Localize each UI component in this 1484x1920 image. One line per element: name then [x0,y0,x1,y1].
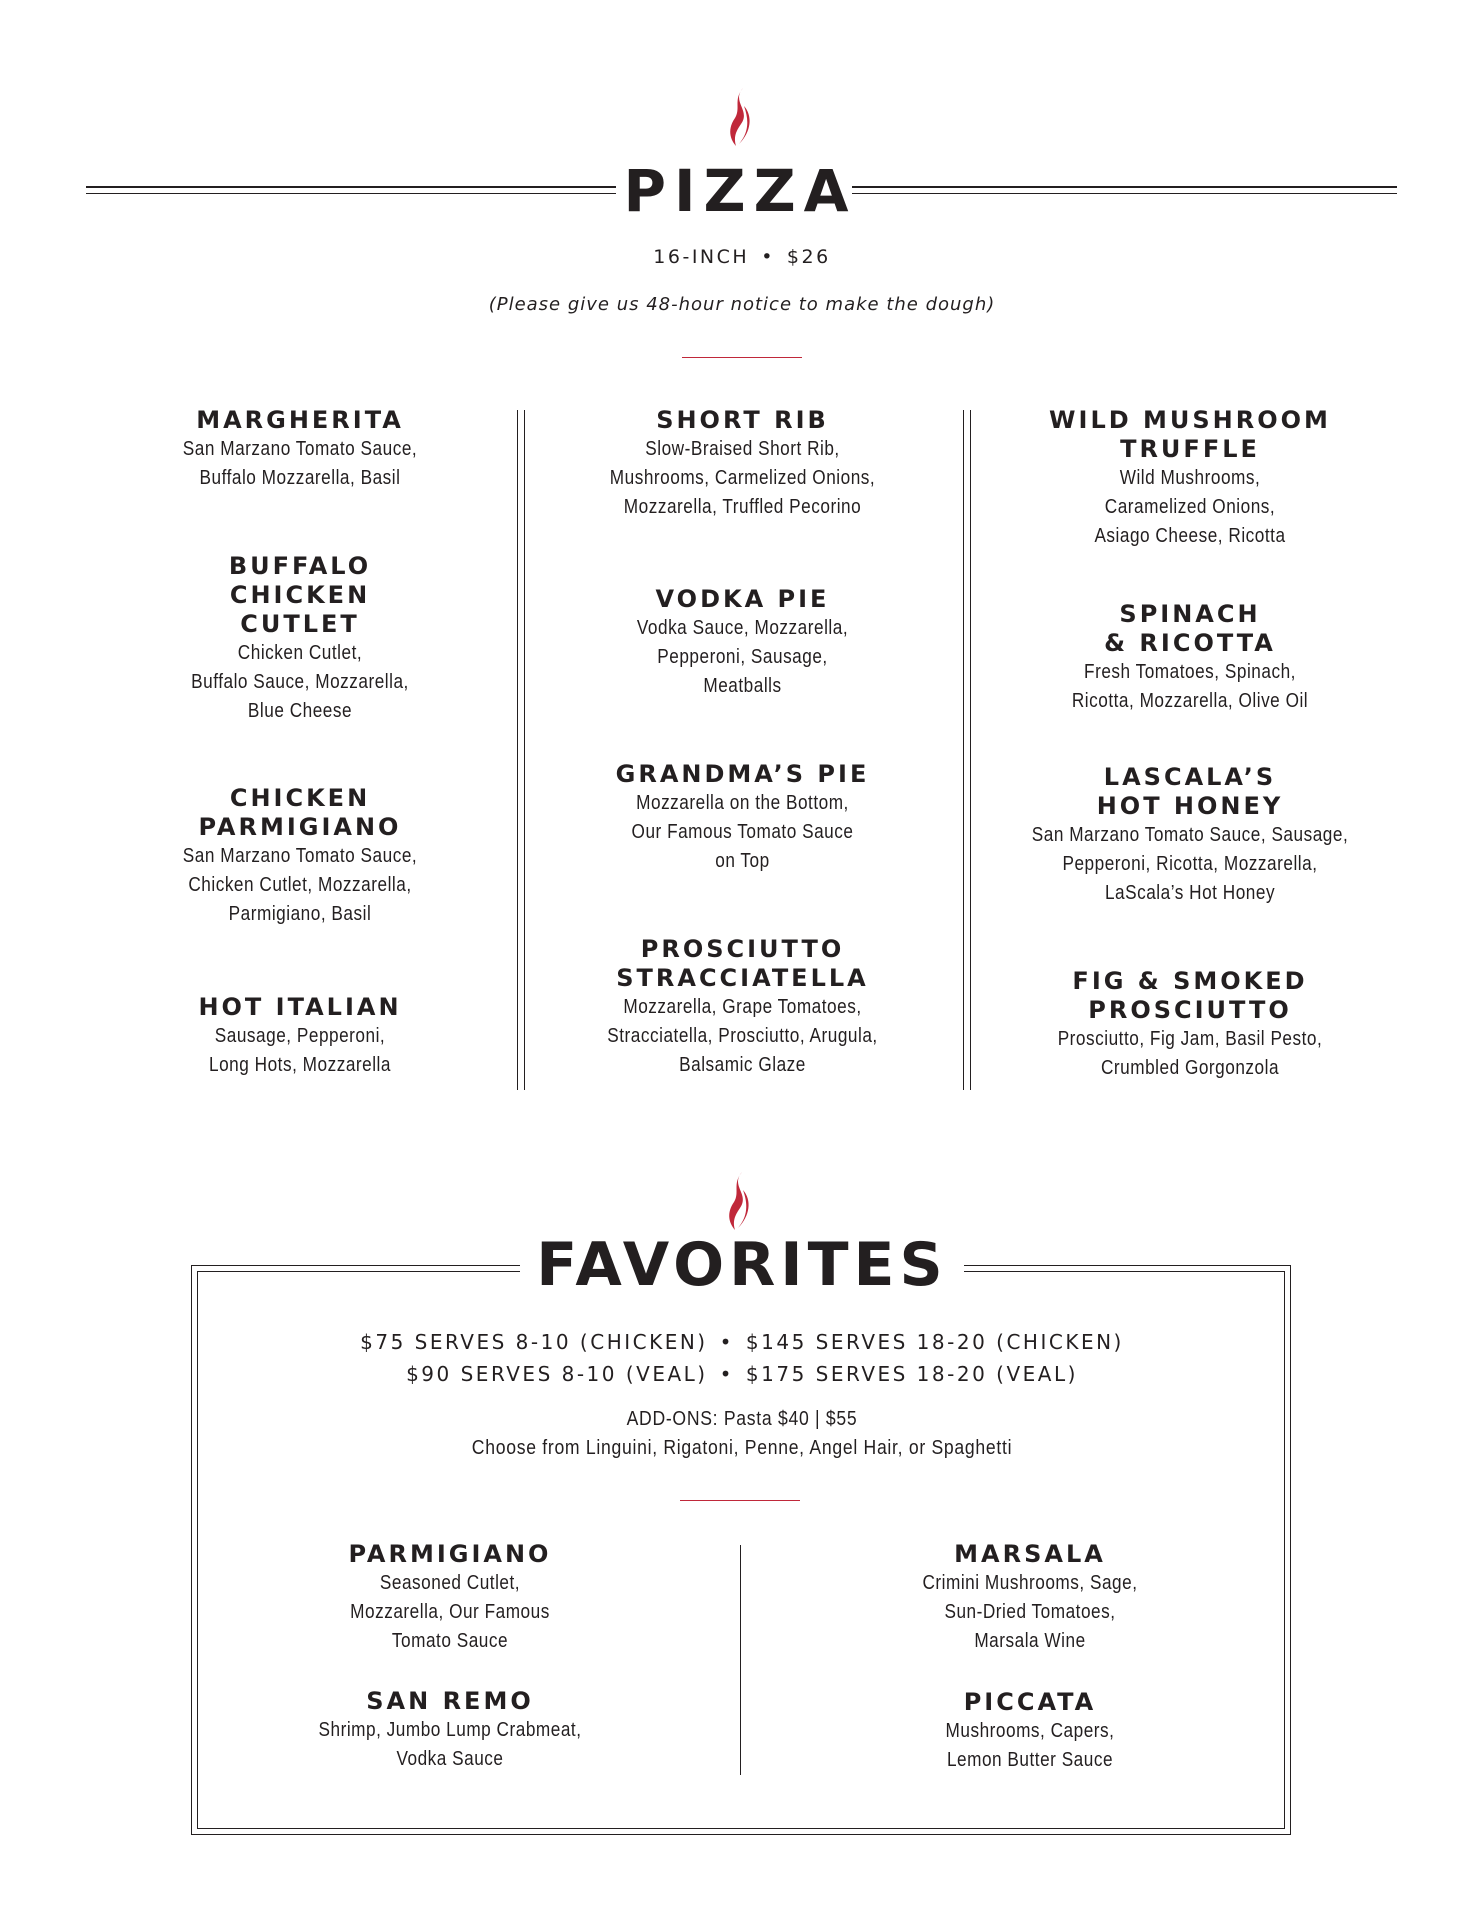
pizza-rule-right-top [852,186,1397,188]
favorites-addons: ADD-ONS: Pasta $40 | $55 [626,1408,858,1430]
favorites-serves-line-2 [0,1362,1484,1386]
pizza-item-desc: Slow-Braised Short Rib, Mushrooms, Carmelized Onions, Mozzarella, Truffled Pecorino [609,438,876,518]
pizza-column-1-item-3 [130,784,470,929]
pizza-size-price [0,246,1484,268]
pizza-rule-left-top [86,186,616,188]
pizza-divider-2b [970,410,971,1090]
pizza-item [130,406,470,493]
pizza-column-2-item-1 [545,406,940,522]
favorites-item-desc: Crimini Mushrooms, Sage, Sun-Dried Tomatoes, Marsala Wine [922,1572,1138,1652]
pizza-divider-1a [517,410,518,1090]
favorites-title: FAVORITES [536,1230,948,1300]
pizza-item-desc: Mozzarella, Grape Tomatoes, Stracciatella, Prosciutto, Arugula, Balsamic Glaze [607,996,878,1076]
pizza-price: $26 [786,246,831,268]
serves-chicken-small: $75 SERVES 8-10 (CHICKEN) [360,1330,708,1354]
pizza-item-name: PROSCIUTTO STRACCIATELLA [616,935,869,992]
pizza-divider-1b [524,410,525,1090]
pizza-item-desc: San Marzano Tomato Sauce, Buffalo Mozzarella, Basil [182,438,418,489]
pizza-item-name: WILD MUSHROOM TRUFFLE [1049,406,1331,463]
pizza-item-desc: Wild Mushrooms, Caramelized Onions, Asiago Cheese, Ricotta [1094,467,1286,547]
pizza-column-2-item-3 [545,760,940,876]
favorites-right-item-2 [850,1688,1210,1775]
favorites-serves-line-1 [0,1330,1484,1354]
pizza-column-3-item-1 [995,406,1385,551]
pizza-title: PIZZA [623,157,857,225]
separator-dot: • [761,246,775,268]
pizza-notice: (Please give us 48-hour notice to make the dough) [488,294,996,315]
pizza-column-1-item-2 [130,552,470,726]
pizza-column-2-item-4 [545,935,940,1080]
favorites-divider [740,1545,741,1775]
favorites-item-desc: Mushrooms, Capers, Lemon Butter Sauce [945,1720,1115,1771]
favorites-red-divider [680,1500,800,1501]
favorites-item-name: MARSALA [954,1540,1106,1568]
favorites-pasta-choices: Choose from Linguini, Rigatoni, Penne, Angel Hair, or Spaghetti [471,1437,1013,1459]
pizza-item-name: VODKA PIE [655,585,830,613]
separator-dot: • [719,1362,734,1386]
pizza-rule-right-bottom [852,193,1397,194]
flame-icon [726,1170,756,1232]
favorites-left-item-1 [270,1540,630,1656]
pizza-column-3-item-4 [995,967,1385,1083]
pizza-item-name: SHORT RIB [656,406,829,434]
favorites-left-item-2 [270,1687,630,1774]
favorites-item-name: PICCATA [963,1688,1097,1716]
pizza-rule-left-bottom [86,193,616,194]
favorites-right-item-1 [850,1540,1210,1656]
pizza-column-1 [130,406,470,493]
separator-dot: • [719,1330,734,1354]
pizza-column-2-item-2 [545,585,940,701]
pizza-item-name: MARGHERITA [196,406,404,434]
pizza-column-1-item-4 [130,993,470,1080]
pizza-item-name: HOT ITALIAN [198,993,402,1021]
pizza-item-desc: Prosciutto, Fig Jam, Basil Pesto, Crumbled Gorgonzola [1057,1028,1323,1079]
pizza-item-name: SPINACH & RICOTTA [1104,600,1276,657]
flame-icon [727,86,757,148]
pizza-column-3-item-2 [995,600,1385,716]
pizza-item-desc: Sausage, Pepperoni, Long Hots, Mozzarella [209,1025,391,1076]
pizza-size: 16-INCH [653,246,750,268]
pizza-item-desc: Fresh Tomatoes, Spinach, Ricotta, Mozzarella, Olive Oil [1071,661,1309,712]
pizza-item-desc: Mozzarella on the Bottom, Our Famous Tomato Sauce on Top [631,792,854,872]
pizza-item-name: FIG & SMOKED PROSCIUTTO [1072,967,1308,1024]
pizza-red-divider [682,357,802,358]
serves-veal-large: $175 SERVES 18-20 (VEAL) [745,1362,1078,1386]
serves-veal-small: $90 SERVES 8-10 (VEAL) [406,1362,708,1386]
favorites-item-desc: Seasoned Cutlet, Mozzarella, Our Famous Tomato Sauce [350,1572,550,1652]
pizza-item-name: CHICKEN PARMIGIANO [198,784,402,841]
pizza-divider-2a [963,410,964,1090]
favorites-item-desc: Shrimp, Jumbo Lump Crabmeat, Vodka Sauce [318,1719,582,1770]
pizza-item-name: LASCALA’S HOT HONEY [1096,763,1284,820]
favorites-item-name: PARMIGIANO [348,1540,552,1568]
pizza-item-desc: Chicken Cutlet, Buffalo Sauce, Mozzarella, Blue Cheese [191,642,409,722]
pizza-item-desc: Vodka Sauce, Mozzarella, Pepperoni, Sausage, Meatballs [636,617,849,697]
pizza-item-name: BUFFALO CHICKEN CUTLET [228,552,372,638]
pizza-item-desc: San Marzano Tomato Sauce, Sausage, Pepperoni, Ricotta, Mozzarella, LaScala’s Hot Honey [1031,824,1349,904]
pizza-column-3-item-3 [995,763,1385,908]
pizza-item-name: GRANDMA’S PIE [615,760,870,788]
favorites-item-name: SAN REMO [366,1687,534,1715]
pizza-item-desc: San Marzano Tomato Sauce, Chicken Cutlet, Mozzarella, Parmigiano, Basil [182,845,418,925]
serves-chicken-large: $145 SERVES 18-20 (CHICKEN) [745,1330,1124,1354]
